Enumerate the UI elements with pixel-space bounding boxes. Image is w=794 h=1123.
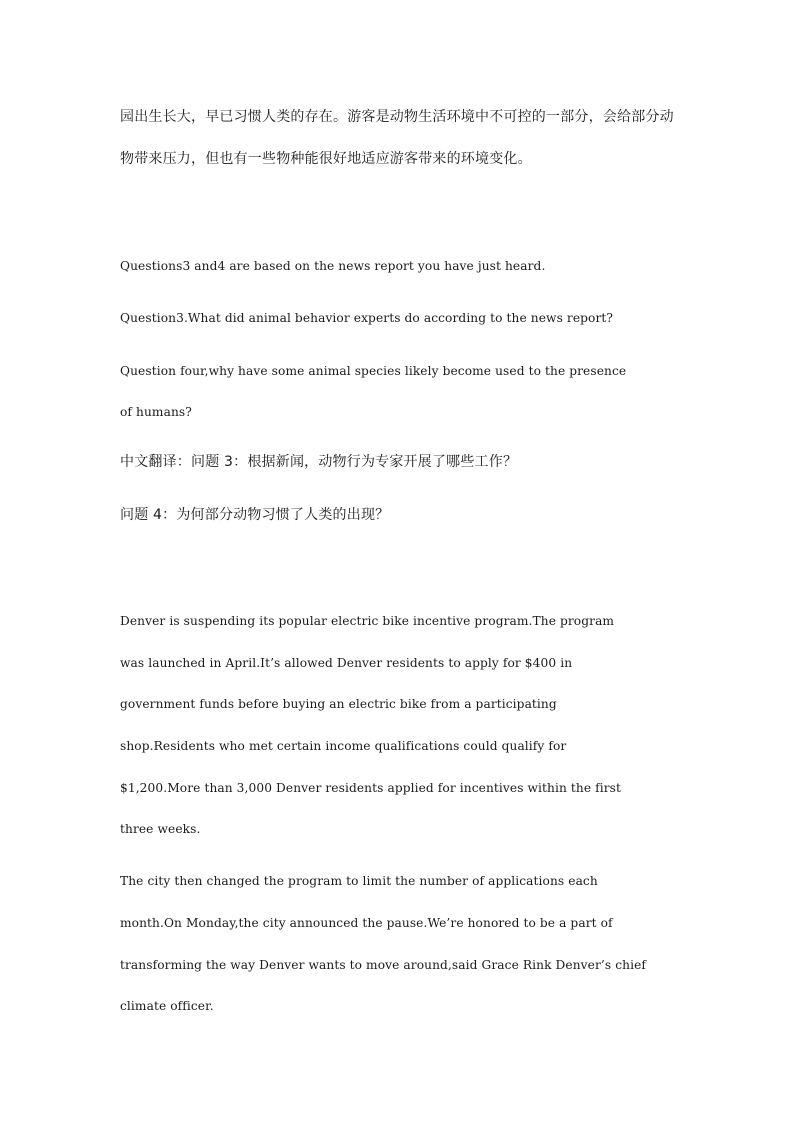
chinese-paragraph-line-1: 园出生长大，早已习惯人类的存在。游客是动物生活环境中不可控的一部分，会给部分动 [120,109,674,125]
chinese-paragraph-line-2: 物带来压力，但也有一些物种能很好地适应游客带来的环境变化。 [120,151,532,167]
passage-line: month.On Monday,the city announced the pause.We’re honored to be a part of [120,916,613,930]
passage-line: was launched in April.It’s allowed Denver residents to apply for $400 in [120,656,573,670]
question-3: Question3.What did animal behavior experts do according to the news report? [120,311,614,325]
passage-line: $1,200.More than 3,000 Denver residents applied for incentives within the first [120,781,622,795]
question-4-line-1: Question four,why have some animal species likely become used to the presence [120,364,627,378]
passage-line: government funds before buying an electric bike from a participating [120,697,557,711]
passage-line: transforming the way Denver wants to move around,said Grace Rink Denver’s chief [120,958,646,972]
passage-line: three weeks. [120,822,201,836]
passage-line: shop.Residents who met certain income qualifications could qualify for [120,739,567,753]
question-4-line-2: of humans? [120,405,192,419]
questions-intro: Questions3 and4 are based on the news report you have just heard. [120,259,546,273]
passage-line: climate officer. [120,999,214,1013]
passage-line: Denver is suspending its popular electric bike incentive program.The program [120,614,615,628]
translation-question-3: 中文翻译：问题 3：根据新闻，动物行为专家开展了哪些工作？ [120,454,518,470]
translation-question-4: 问题 4：为何部分动物习惯了人类的出现？ [120,507,390,523]
passage-line: The city then changed the program to limit the number of applications each [120,874,598,888]
